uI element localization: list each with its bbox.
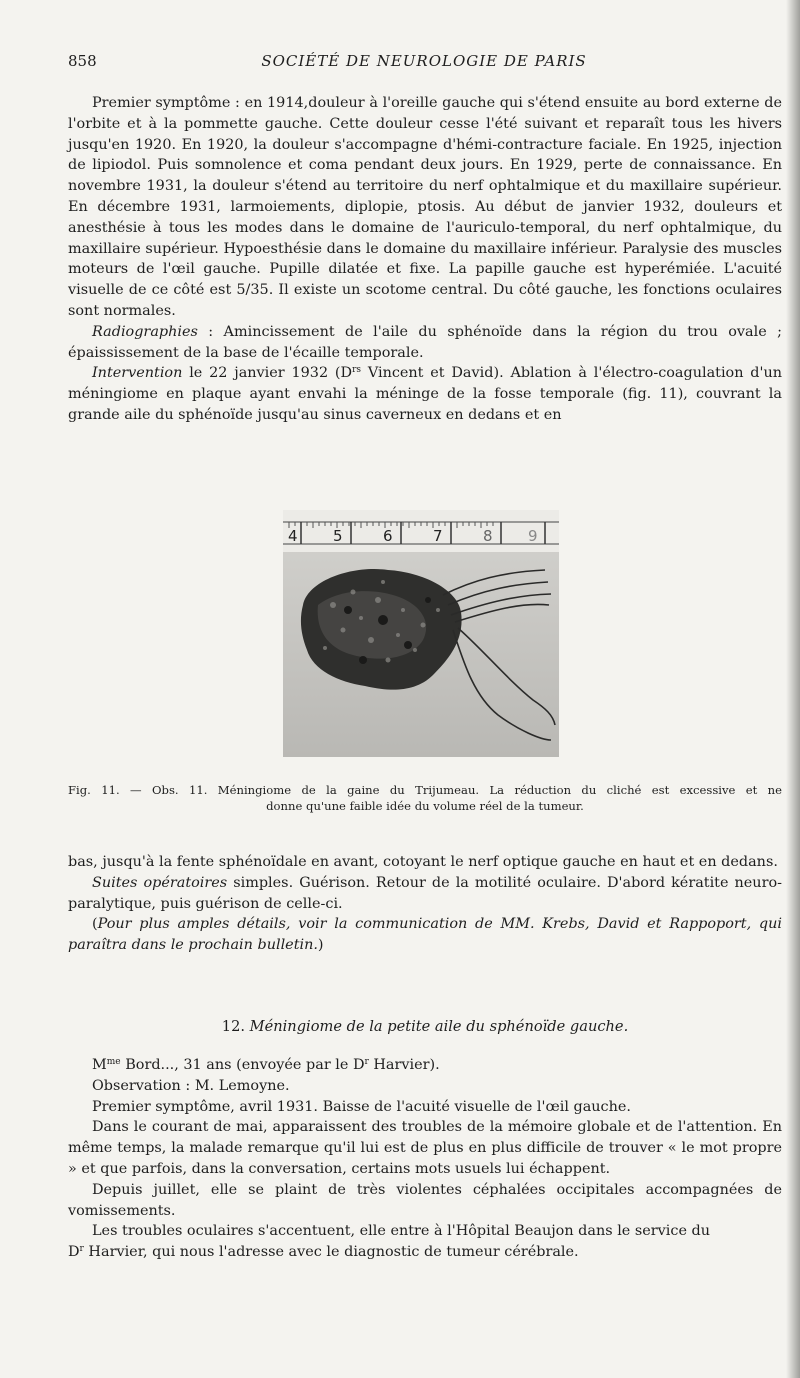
page-edge-shadow [786, 0, 800, 1378]
section-title: Méningiome de la petite aile du sphénoïde gauche. [249, 1018, 629, 1035]
ruler-number: 9 [528, 527, 538, 545]
ruler-number: 8 [483, 527, 493, 545]
section-number: 12. [221, 1018, 250, 1035]
section-heading [68, 1018, 782, 1035]
paragraph-patient: $M^{me}$ Bord..., 31 ans (envoyée par le $D^r$ Harvier). [92, 1057, 440, 1073]
ruler-number: 6 [383, 527, 393, 545]
ruler [283, 510, 559, 552]
text-block-top [68, 93, 782, 426]
ruler-number: 7 [433, 527, 443, 545]
paragraph-observation: Observation : M. Lemoyne. [92, 1077, 290, 1094]
paragraph-beaujon: Les troubles oculaires s'accentuent, elle entre à l'Hôpital Beaujon dans le service du [92, 1223, 711, 1240]
figure-caption [68, 782, 782, 814]
caption-line: Fig. 11. — Obs. 11. Méningiome de la gaine du Trijumeau. La réduction du cliché est excessive et ne [68, 783, 782, 797]
text-block-bottom [68, 1055, 782, 1263]
text-block-middle [68, 852, 782, 956]
paragraph-july: Depuis juillet, elle se plaint de très violentes céphalées occipitales accompagnées de vomissements. [68, 1181, 782, 1219]
caption-line: donne qu'une faible idée du volume réel de la tumeur. [266, 799, 584, 813]
paragraph-continuation: bas, jusqu'à la fente sphénoïdale en avant, cotoyant le nerf optique gauche en haut et en dedans. [68, 854, 778, 870]
label-radiographies: Radiographies [92, 323, 198, 340]
paragraph-intervention: Intervention le 22 janvier 1932 ($D^{rs}$ Vincent et David). Ablation à l'électro-coagulation d'un méningiome en plaque ayant envahi la méninge de la fosse temporale (fig. 11), couvrant la grande aile du sphénoïde jusqu'au sinus caverneux en dedans et en [68, 365, 783, 423]
reference-authors: MM. Krebs, David et Rappoport, [500, 916, 752, 933]
paragraph-suites: Suites opératoires simples. Guérison. Retour de la motilité oculaire. D'abord kératite neuro-paralytique, puis guérison de celle-ci. [68, 874, 782, 912]
running-title: SOCIÉTÉ DE NEUROLOGIE DE PARIS [261, 52, 587, 70]
paragraph-reference: (Pour plus amples détails, voir la communication de MM. Krebs, David et Rappoport, qui paraîtra dans le prochain bulletin.) [68, 916, 783, 954]
paragraph-radiographies: Radiographies : Amincissement de l'aile du sphénoïde dans la région du trou ovale ; épaississement de la base de l'écaille temporale. [68, 323, 782, 361]
paragraph-first-symptom: Premier symptôme, avril 1931. Baisse de l'acuité visuelle de l'œil gauche. [92, 1098, 631, 1115]
paragraph-history: Premier symptôme : en 1914,douleur à l'oreille gauche qui s'étend ensuite au bord externe de l'orbite et à la pommette gauche. Cette douleur cesse l'été suivant et reparaît tous les hivers jusqu'en 1920. En 1920, la douleur s'accompagne d'hémi-contracture faciale. En 1925, injection de lipiodol. Puis somnolence et coma pendant deux jours. En 1929, perte de connaissance. En novembre 1931, la douleur s'étend au territoire du nerf ophtalmique et du maxillaire supérieur. En décembre 1931, larmoiements, diplopie, ptosis. Au début de janvier 1932, douleurs et anesthésie à tous les modes dans le domaine de l'auriculo-temporal, du nerf ophtalmique, du maxillaire supérieur. Hypoesthésie dans le domaine du maxillaire inférieur. Paralysie des muscles moteurs de l'œil gauche. Pupille dilatée et fixe. La papille gauche est hyperémiée. L'acuité visuelle de ce côté est 5/35. Il existe un scotome central. Du côté gauche, les fonctions oculaires sont normales. [68, 95, 782, 319]
page-number: 858 [68, 52, 97, 70]
label-intervention: Intervention [92, 365, 183, 382]
label-suites: Suites opératoires [92, 874, 228, 891]
paragraph-harvier: $D^r$ Harvier, qui nous l'adresse avec le diagnostic de tumeur cérébrale. [68, 1244, 579, 1261]
ruler-number: 5 [333, 527, 343, 545]
paragraph-may: Dans le courant de mai, apparaissent des troubles de la mémoire globale et de l'attention. En même temps, la malade remarque qu'il lui est de plus en plus difficile de trouver « le mot propre » et que parfois, dans la conversation, certains mots usuels lui échappent. [68, 1119, 782, 1177]
ruler-number: 4 [288, 527, 298, 545]
page-header [68, 52, 780, 76]
tumor-photograph [283, 510, 559, 757]
